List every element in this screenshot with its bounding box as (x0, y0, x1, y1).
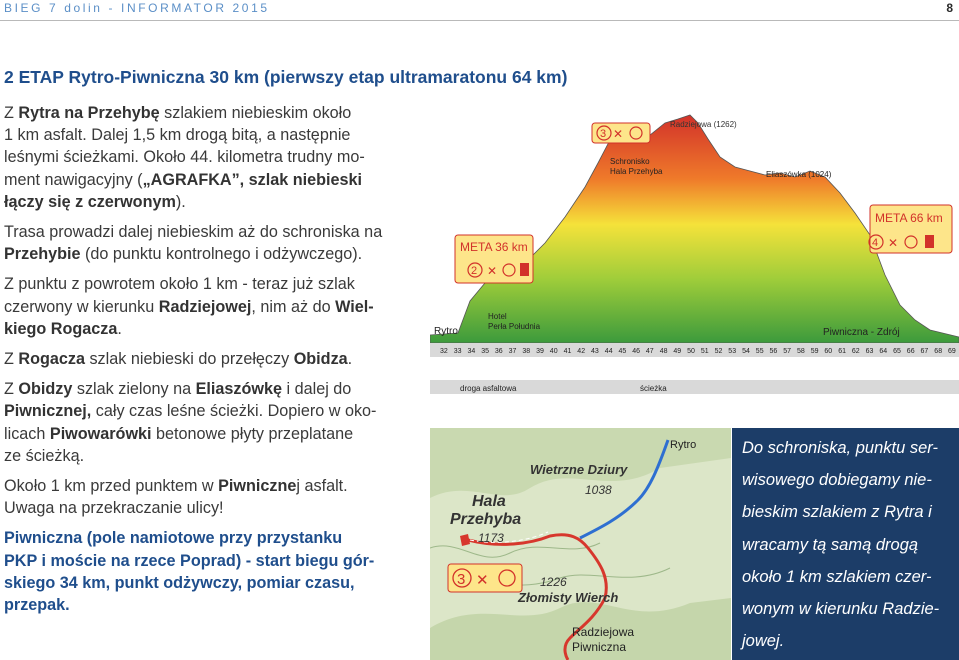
km-tick-label: 69 (948, 348, 956, 355)
page-header (0, 0, 959, 20)
km-tick-label: 49 (673, 348, 682, 355)
paragraph-5: Z Obidzy szlak zielony na Eliaszówkę i dalej do Piwnicznej, cały czas leśne ścieżki. Dopiero w oko- licach Piwowarówki betonowe płyty przeplatane ze ścieżką. (4, 380, 377, 465)
svg-text:META 66 km: META 66 km (875, 211, 943, 225)
km-tick-label: 60 (824, 348, 833, 355)
km-tick-label: 67 (920, 348, 929, 355)
bold-text: Obidzy (18, 380, 73, 399)
km-tick-label: 61 (838, 348, 846, 355)
hotel-label: Hotel (488, 312, 507, 321)
km-tick-label: 66 (906, 348, 915, 355)
km-tick-label: 53 (728, 348, 737, 355)
fork-knife-icon: ✕ (613, 127, 624, 141)
bold-text: Wiel- (335, 297, 374, 316)
km-tick-label: 33 (453, 348, 462, 355)
paragraph-4: Z Rogacza szlak niebieski do przełęczy Obidza. (4, 350, 353, 369)
finish-66-sign (869, 205, 952, 253)
svg-text:3: 3 (600, 128, 607, 140)
note-line: wracamy tą samą drogą (742, 535, 919, 554)
timing-icon (925, 235, 934, 248)
bold-text: Rytra na Przehybę (18, 104, 160, 122)
km-tick-label: 56 (769, 348, 778, 355)
svg-text:3: 3 (457, 571, 466, 588)
map-wietrzne: Wietrzne Dziury (530, 462, 628, 477)
km-tick-label: 42 (577, 348, 586, 355)
bold-text: „AGRAFKA”, szlak niebieski (142, 170, 363, 189)
bold-text: Rogacza (18, 350, 85, 369)
bold-text: kiego Rogacza (4, 319, 118, 338)
bold-text: Obidza (293, 350, 348, 369)
km-tick-label: 46 (632, 348, 640, 355)
bold-text: Piwowarówki (49, 424, 152, 443)
route-map (430, 428, 731, 660)
hotel-label: Perła Południa (488, 322, 541, 331)
km-tick-label: 65 (893, 348, 901, 355)
km-tick-label: 48 (659, 348, 668, 355)
note-line: około 1 km szlakiem czer- (742, 567, 932, 586)
road-label: droga asfaltowa (460, 384, 517, 393)
note-line: jowej. (742, 632, 785, 651)
bold-text: Przehybie (4, 245, 81, 264)
km-tick-label: 62 (851, 348, 860, 355)
km-tick-label: 40 (549, 348, 558, 355)
km-tick-label: 36 (494, 348, 503, 355)
km-tick-label: 41 (563, 348, 572, 355)
bold-text: Radziejowej (158, 297, 252, 316)
stage-title: 2 ETAP Rytro-Piwniczna 30 km (pierwszy etap ultramaratonu 64 km) (4, 67, 568, 87)
km-tick-label: 57 (783, 348, 791, 355)
km-tick-label: 58 (797, 348, 805, 355)
map-zlomisty: Złomisty Wierch (518, 590, 619, 605)
svg-text:4: 4 (872, 237, 879, 249)
info-note (732, 428, 959, 660)
elevation-profile (430, 105, 959, 400)
bold-text: łączy się z czerwonym (4, 192, 176, 211)
map-1173: 1173 (478, 531, 504, 545)
checkpoint-3-sign (592, 123, 650, 143)
km-tick-label: 44 (604, 348, 613, 355)
km-tick-label: 34 (467, 348, 476, 355)
km-tick-label: 45 (618, 348, 627, 355)
bold-text: Piwnicznej, (4, 402, 92, 421)
map-1038: 1038 (585, 483, 612, 497)
header-title: BIEG 7 dolin - INFORMATOR 2015 (4, 1, 270, 15)
map-przehyba: Przehyba (450, 511, 522, 528)
map-rytro: Rytro (670, 439, 697, 451)
timing-icon (520, 263, 529, 276)
path-label: ścieżka (640, 384, 667, 393)
km-tick-label: 43 (591, 348, 599, 355)
km-tick-label: 35 (481, 348, 489, 355)
bold-text: Eliaszówkę (195, 380, 283, 399)
bold-text: Piwniczne (218, 477, 297, 496)
svg-text:2: 2 (471, 265, 478, 277)
note-line: Do schroniska, punktu ser- (742, 439, 938, 457)
start-label: Rytro (434, 326, 458, 337)
km-tick-label: 55 (755, 348, 764, 355)
fork-knife-icon: ✕ (888, 236, 899, 250)
map-piwniczna: Piwniczna (572, 640, 627, 654)
km-tick-label: 50 (687, 348, 695, 355)
header-divider (0, 20, 959, 21)
km-tick-label: 51 (700, 348, 709, 355)
note-line: wisowego dobiegamy nie- (742, 471, 932, 490)
route-description (4, 102, 414, 624)
fork-knife-icon: ✕ (476, 572, 489, 589)
paragraph-1: Z Rytra na Przehybę szlakiem niebieskim około 1 km asfalt. Dalej 1,5 km drogą bitą, a następnie leśnymi ścieżkami. Około 44. kilometra trudny mo- ment nawigacyjny („AGRAFKA”, szlak niebieski łączy się z czerwonym). (4, 104, 365, 211)
paragraph-6: Około 1 km przed punktem w Piwnicznej asfalt. Uwaga na przekraczanie ulicy! (4, 477, 348, 518)
km-tick-label: 37 (508, 348, 517, 355)
eliaszowka-label: Eliaszówka (1024) (766, 170, 832, 179)
note-line: wonym w kierunku Radzie- (742, 600, 940, 619)
km-tick-label: 39 (536, 348, 544, 355)
svg-text:META 36 km: META 36 km (460, 240, 528, 254)
paragraph-2: Trasa prowadzi dalej niebieskim aż do schroniska na Przehybie (do punktu kontrolnego i odżywczego). (4, 223, 383, 264)
km-tick-label: 47 (645, 348, 654, 355)
paragraph-3: Z punktu z powrotem około 1 km - teraz już szlak czerwony w kierunku Radziejowej, nim aż do Wiel- kiego Rogacza. (4, 275, 374, 338)
hut-label: Hala Przehyba (610, 167, 663, 176)
km-tick-label: 32 (440, 348, 448, 355)
hut-label: Schronisko (610, 157, 650, 166)
page-number: 8 (946, 1, 953, 15)
map-radziejowa: Radziejowa (572, 625, 635, 639)
peak-label: Radziejowa (1262) (670, 120, 737, 129)
km-tick-label: 64 (879, 348, 888, 355)
map-1226: 1226 (540, 575, 567, 589)
paragraph-7: Piwniczna (pole namiotowe przy przystanku PKP i moście na rzece Poprad) - start biegu gór- skiego 34 km, punkt odżywczy, pomiar czasu, przepak. (4, 529, 375, 615)
km-tick-label: 59 (810, 348, 819, 355)
km-tick-label: 68 (934, 348, 943, 355)
km-tick-label: 54 (742, 348, 750, 355)
map-hala: Hala (472, 493, 506, 510)
end-label: Piwniczna - Zdrój (823, 327, 900, 338)
map-checkpoint-3 (448, 564, 522, 592)
note-line: bieskim szlakiem z Rytra i (742, 503, 932, 522)
fork-knife-icon: ✕ (487, 264, 498, 278)
km-tick-label: 52 (714, 348, 723, 355)
km-tick-label: 63 (865, 348, 874, 355)
km-tick-label: 38 (522, 348, 531, 355)
finish-36-sign (455, 235, 533, 283)
